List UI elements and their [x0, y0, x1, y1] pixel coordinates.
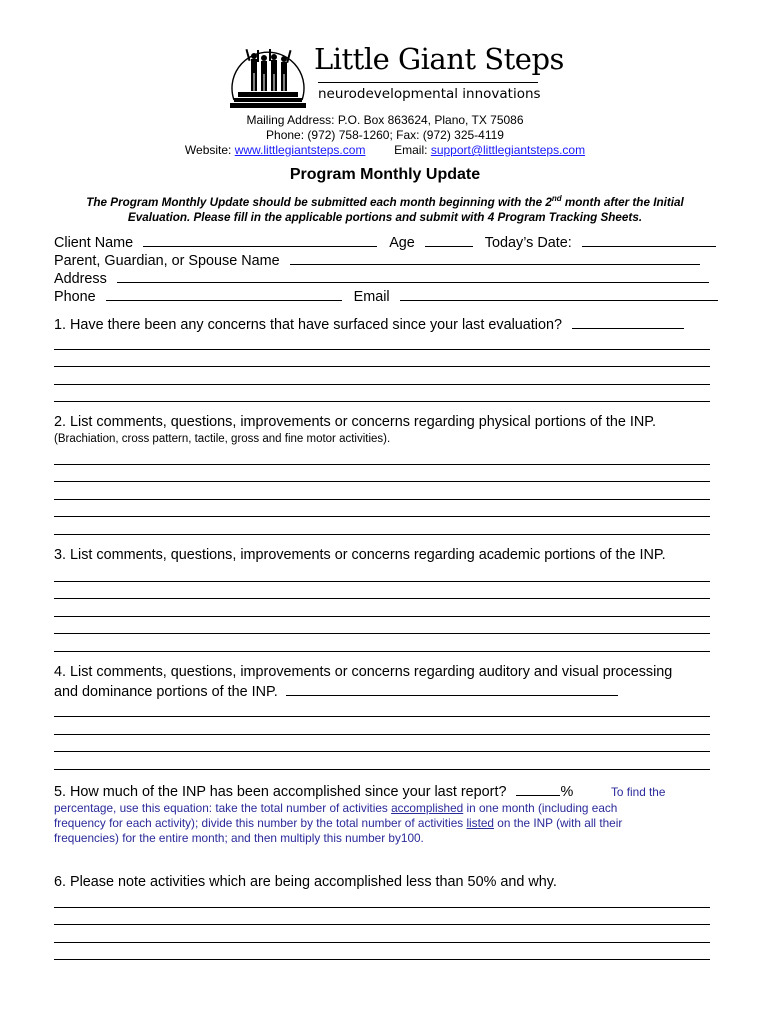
website-email-line: [0, 142, 770, 158]
answer-line[interactable]: [54, 633, 710, 634]
answer-line[interactable]: [54, 366, 710, 367]
age-label: Age: [389, 235, 415, 251]
parent-row: [54, 251, 700, 269]
answer-line[interactable]: [54, 401, 710, 402]
question-5-text: 5. How much of the INP has been accomplished since your last report?: [54, 784, 507, 800]
client-name-field[interactable]: [143, 233, 377, 247]
question-5: [54, 782, 573, 800]
age-field[interactable]: [425, 233, 473, 247]
question-4-line2-text: and dominance portions of the INP.: [54, 684, 278, 700]
children-on-podium-emblem: [228, 40, 308, 112]
phone-field[interactable]: [106, 287, 342, 301]
website-link[interactable]: www.littlegiantsteps.com: [234, 143, 366, 157]
instructions-line2: Evaluation. Please fill in the applicable portions and submit with 4 Program Tracking Sheets.: [127, 210, 643, 224]
instructions-part2: month after the Initial: [561, 195, 684, 209]
question-4-answer-field[interactable]: [286, 682, 618, 696]
answer-line[interactable]: [54, 598, 710, 599]
answer-line[interactable]: [54, 734, 710, 735]
note-text: frequency for each activity); divide this number by the total number of activities: [54, 816, 467, 830]
question-4-line2: [54, 682, 618, 700]
answer-line[interactable]: [54, 349, 710, 350]
answer-line[interactable]: [54, 581, 710, 582]
question-2: 2. List comments, questions, improvements or concerns regarding physical portions of the INP.: [54, 414, 657, 430]
todays-date-label: Today’s Date:: [484, 235, 572, 251]
answer-line[interactable]: [54, 751, 710, 752]
website-label: Website:: [184, 143, 232, 157]
logo: [228, 40, 564, 112]
answer-line[interactable]: [54, 907, 710, 908]
note-text: percentage, use this equation: take the total number of activities: [54, 801, 392, 815]
parent-field[interactable]: [290, 251, 700, 265]
question-1-answer-field[interactable]: [572, 315, 684, 329]
question-5-note-line4: frequencies) for the entire month; and then multiply this number by100.: [54, 831, 424, 845]
mailing-address: Mailing Address: P.O. Box 863624, Plano, TX 75086: [246, 113, 524, 127]
answer-line[interactable]: [54, 616, 710, 617]
answer-line[interactable]: [54, 464, 710, 465]
phone-label: Phone: [54, 289, 96, 305]
question-1-text: 1. Have there been any concerns that have surfaced since your last evaluation?: [54, 317, 562, 333]
answer-line[interactable]: [54, 959, 710, 960]
answer-line[interactable]: [54, 534, 710, 535]
logo-title: Little Giant Steps: [314, 42, 564, 76]
percent-sign: %: [560, 784, 574, 800]
answer-line[interactable]: [54, 924, 710, 925]
email-field[interactable]: [400, 287, 718, 301]
email-label: Email:: [394, 143, 428, 157]
instructions-superscript: nd: [551, 194, 562, 203]
answer-line[interactable]: [54, 384, 710, 385]
question-5-percent-field[interactable]: [516, 782, 560, 796]
todays-date-field[interactable]: [582, 233, 716, 247]
instructions-part1: The Program Monthly Update should be submitted each month beginning with the 2: [86, 195, 552, 209]
question-5-note-line2: [54, 801, 617, 816]
instructions: [50, 191, 720, 225]
parent-label: Parent, Guardian, or Spouse Name: [54, 253, 280, 269]
question-5-note-line1: To find the: [611, 785, 666, 799]
note-text: on the INP (with all their: [493, 816, 623, 830]
note-underlined-text: listed: [466, 816, 494, 830]
logo-tagline: neurodevelopmental innovations: [318, 86, 541, 102]
phone-email-row: [54, 287, 718, 305]
address-row: [54, 269, 709, 287]
answer-line[interactable]: [54, 499, 710, 500]
answer-line[interactable]: [54, 716, 710, 717]
address-field[interactable]: [117, 269, 709, 283]
question-5-note-line3: [54, 816, 622, 831]
answer-line[interactable]: [54, 942, 710, 943]
answer-line[interactable]: [54, 516, 710, 517]
page-title: Program Monthly Update: [289, 166, 481, 183]
note-underlined-text: accomplished: [391, 801, 464, 815]
email-field-label: Email: [353, 289, 390, 305]
question-2-note: (Brachiation, cross pattern, tactile, gross and fine motor activities).: [54, 433, 391, 445]
question-1: [54, 315, 684, 333]
question-6: 6. Please note activities which are being accomplished less than 50% and why.: [54, 874, 557, 890]
question-3: 3. List comments, questions, improvements or concerns regarding academic portions of the INP.: [54, 547, 666, 563]
phone-fax: Phone: (972) 758-1260; Fax: (972) 325-4119: [266, 128, 504, 142]
answer-line[interactable]: [54, 651, 710, 652]
question-4-line1: 4. List comments, questions, improvements or concerns regarding auditory and visual processing: [54, 664, 673, 680]
logo-divider: [318, 82, 538, 83]
email-link[interactable]: support@littlegiantsteps.com: [430, 143, 586, 157]
answer-line[interactable]: [54, 481, 710, 482]
client-name-label: Client Name: [54, 235, 134, 251]
client-info-row: [54, 233, 716, 251]
address-label: Address: [54, 271, 107, 287]
answer-line[interactable]: [54, 769, 710, 770]
note-text: in one month (including each: [463, 801, 618, 815]
